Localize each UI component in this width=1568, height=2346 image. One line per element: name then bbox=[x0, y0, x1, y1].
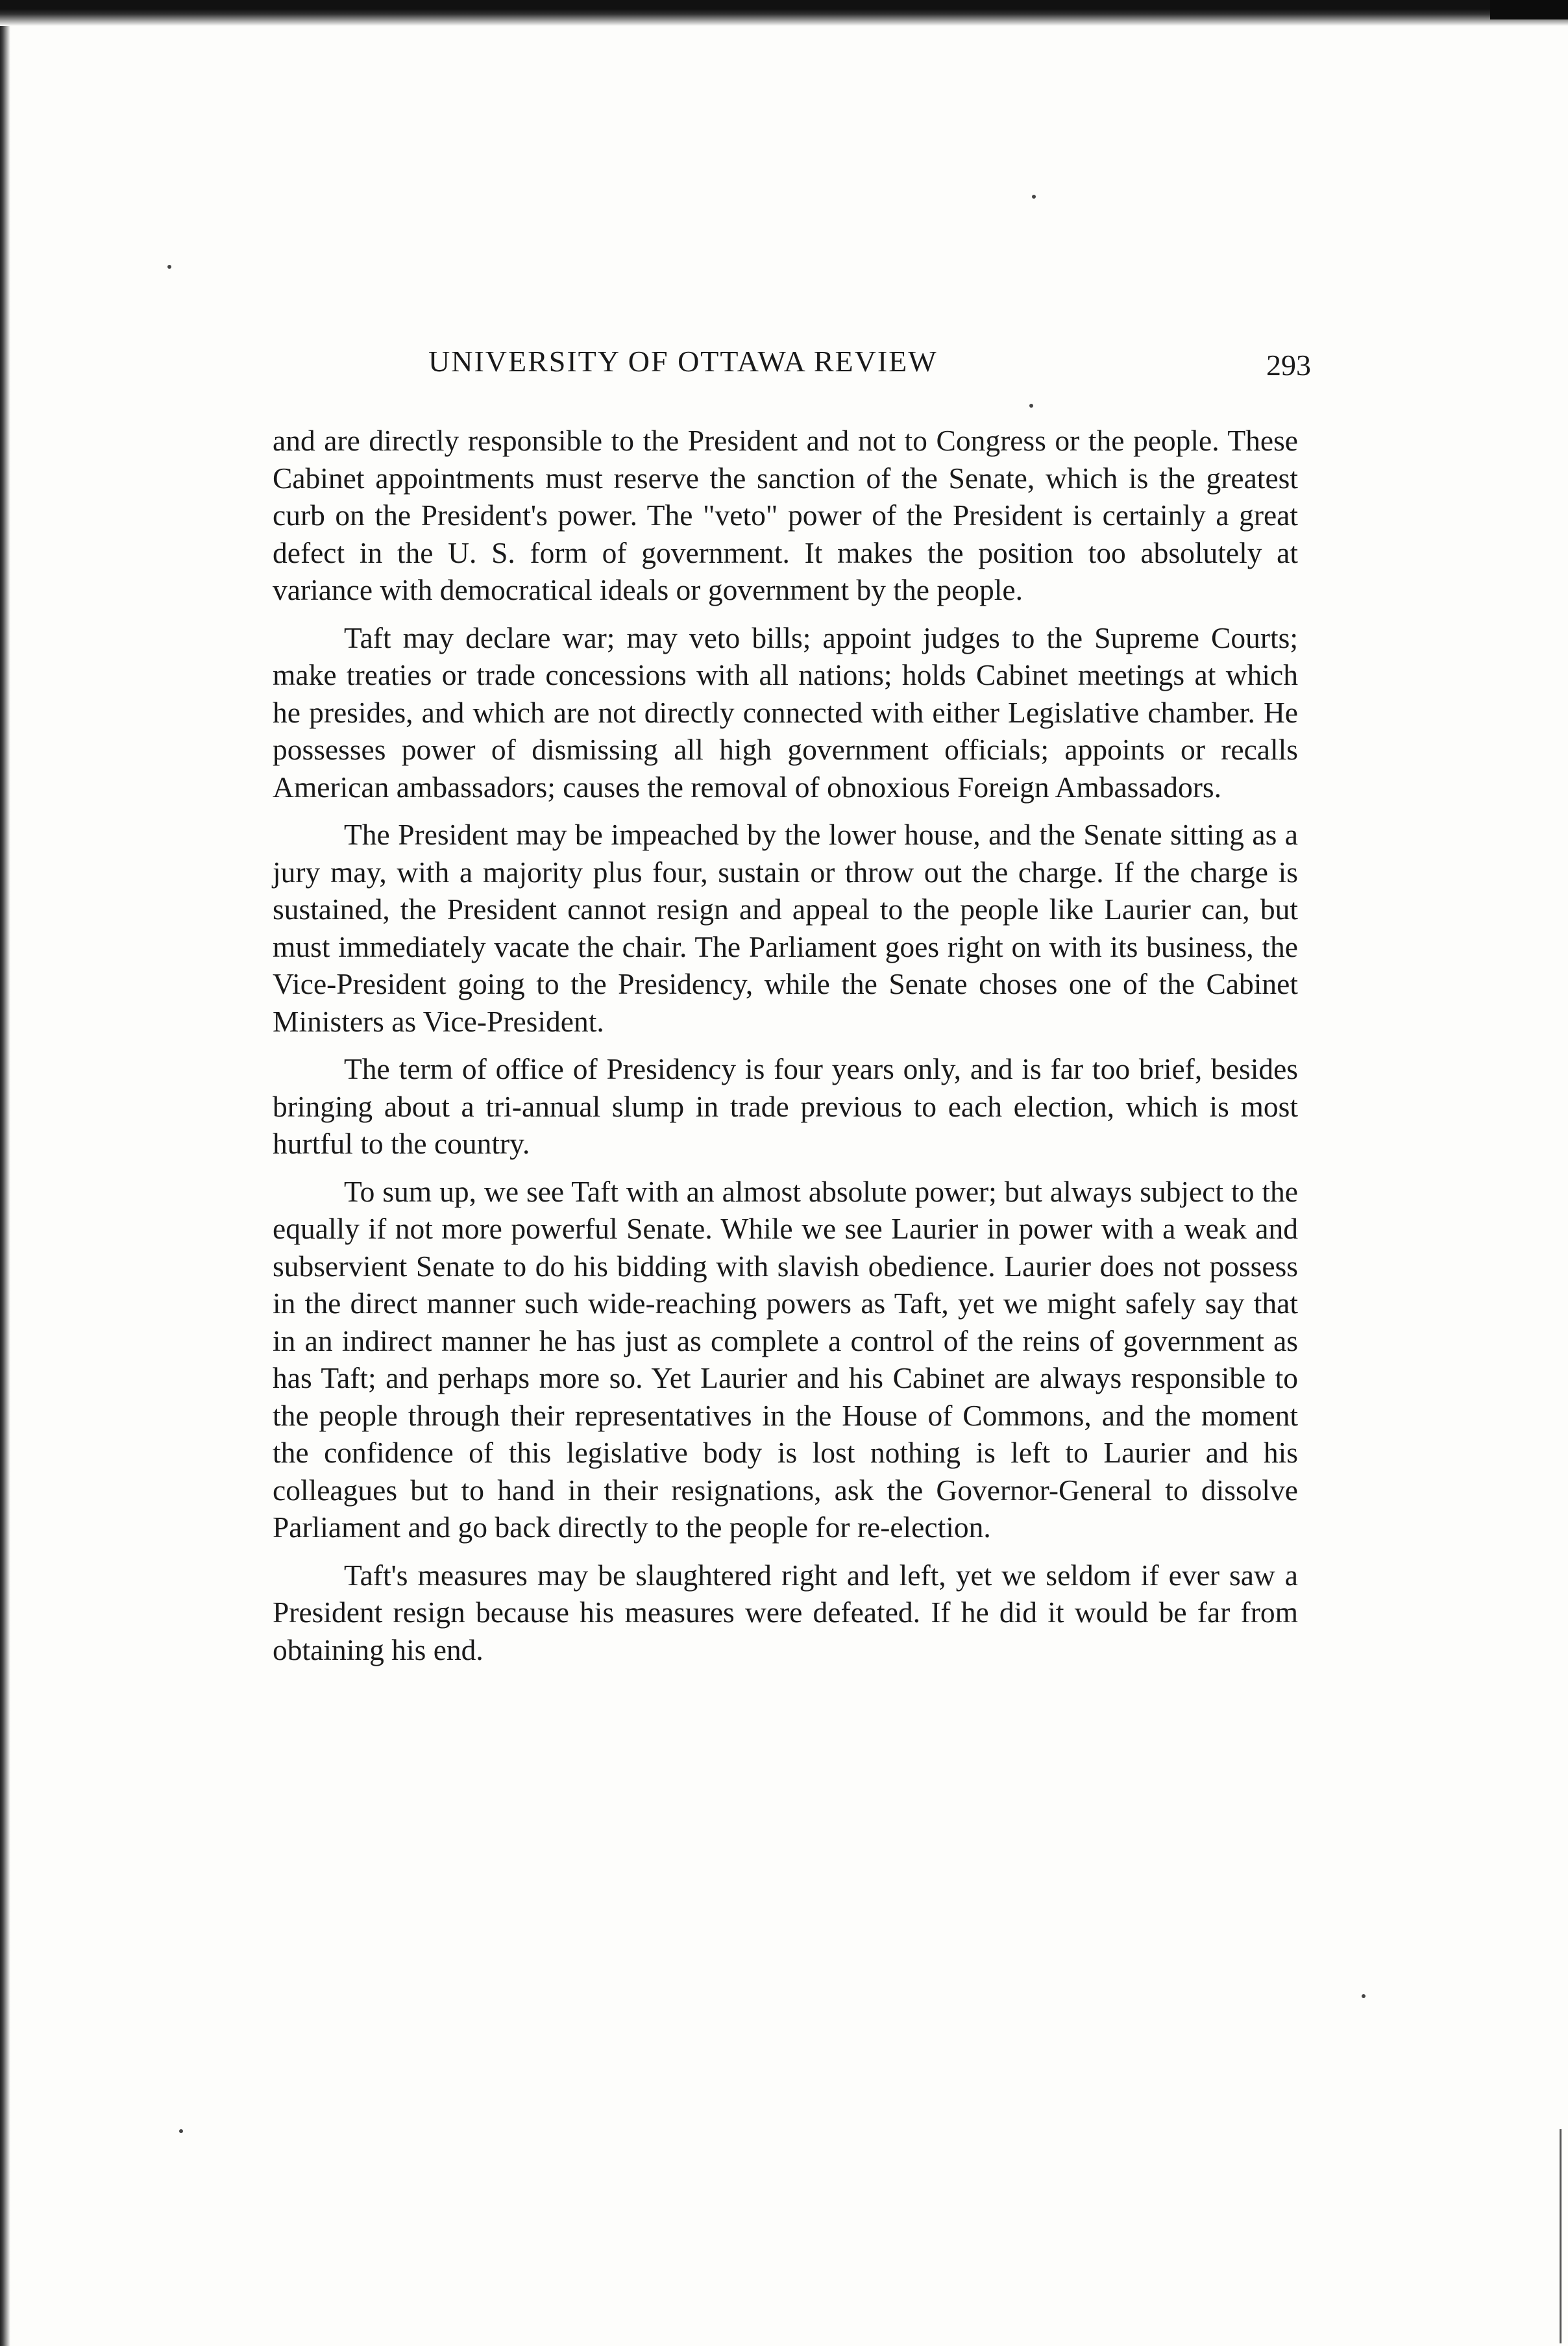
paragraph: Taft's measures may be slaughtered right and left, yet we seldom if ever saw a President resign because his measures were defeated. If he did it would be far from obtaining his end. bbox=[273, 1558, 1298, 1666]
scan-speck bbox=[179, 2129, 183, 2133]
paragraph: The term of office of Presidency is four years only, and is far too brief, besides bringing about a tri-annual slump in trade previous to each election, which is most hurtful to the country. bbox=[273, 1052, 1298, 1160]
paragraph: To sum up, we see Taft with an almost absolute power; but always subject to the equally if not more powerful Senate. While we see Laurier in power with a weak and subservient Senate to do his bidding with slavish obedience. Laurier does not possess in the direct manner such wide-reaching powers as Taft, yet we might safely say that in an indirect manner he has just as complete a control of the reins of government as has Taft; and perhaps more so. Yet Laurier and his Cabinet are always responsible to the people through their representatives in the House of Commons, and the moment the confidence of this legislative body is lost nothing is left to Laurier and his colleagues but to hand in their resignations, ask the Governor-General to dissolve Parliament and go back directly to the people for re-election. bbox=[273, 1174, 1298, 1544]
paragraph: and are directly responsible to the President and not to Congress or the people. These Cabinet appointments must reserve the sanction of the Senate, which is the greatest curb on the President's power. The "veto" power of the President is certainly a great defect in the U. S. form of government. It makes the position too absolutely at variance with democratical ideals or government by the people. bbox=[273, 424, 1298, 606]
scan-right-edge-mark bbox=[1560, 2129, 1562, 2343]
scan-speck bbox=[1029, 404, 1033, 408]
page-number: 293 bbox=[1266, 349, 1311, 382]
scan-speck bbox=[1362, 1994, 1366, 1998]
page-header bbox=[428, 344, 1311, 396]
article-body bbox=[273, 422, 1298, 1679]
paragraph: Taft may declare war; may veto bills; appoint judges to the Supreme Courts; make treaties or trade concessions with all nations; holds Cabinet meetings at which he presides, and which are not directly connected with either Legislative chamber. He possesses power of dismissing all high government officials; appoints or recalls American ambassadors; causes the removal of obnoxious Foreign Ambassadors. bbox=[273, 621, 1298, 804]
scan-top-border-dark-end bbox=[1490, 0, 1568, 19]
scan-top-border bbox=[0, 0, 1568, 26]
paragraph: The President may be impeached by the lower house, and the Senate sitting as a jury may, with a majority plus four, sustain or throw out the charge. If the charge is sustained, the President cannot resign and appeal to the people like Laurier can, but must immediately vacate the chair. The Parliament goes right on with its business, the Vice-President going to the Presidency, while the Senate choses one of the Cabinet Ministers as Vice-President. bbox=[273, 818, 1298, 1038]
scan-left-border bbox=[0, 26, 10, 2346]
scan-speck bbox=[167, 265, 171, 269]
scan-speck bbox=[1032, 195, 1036, 199]
running-title: UNIVERSITY OF OTTAWA REVIEW bbox=[428, 345, 938, 378]
